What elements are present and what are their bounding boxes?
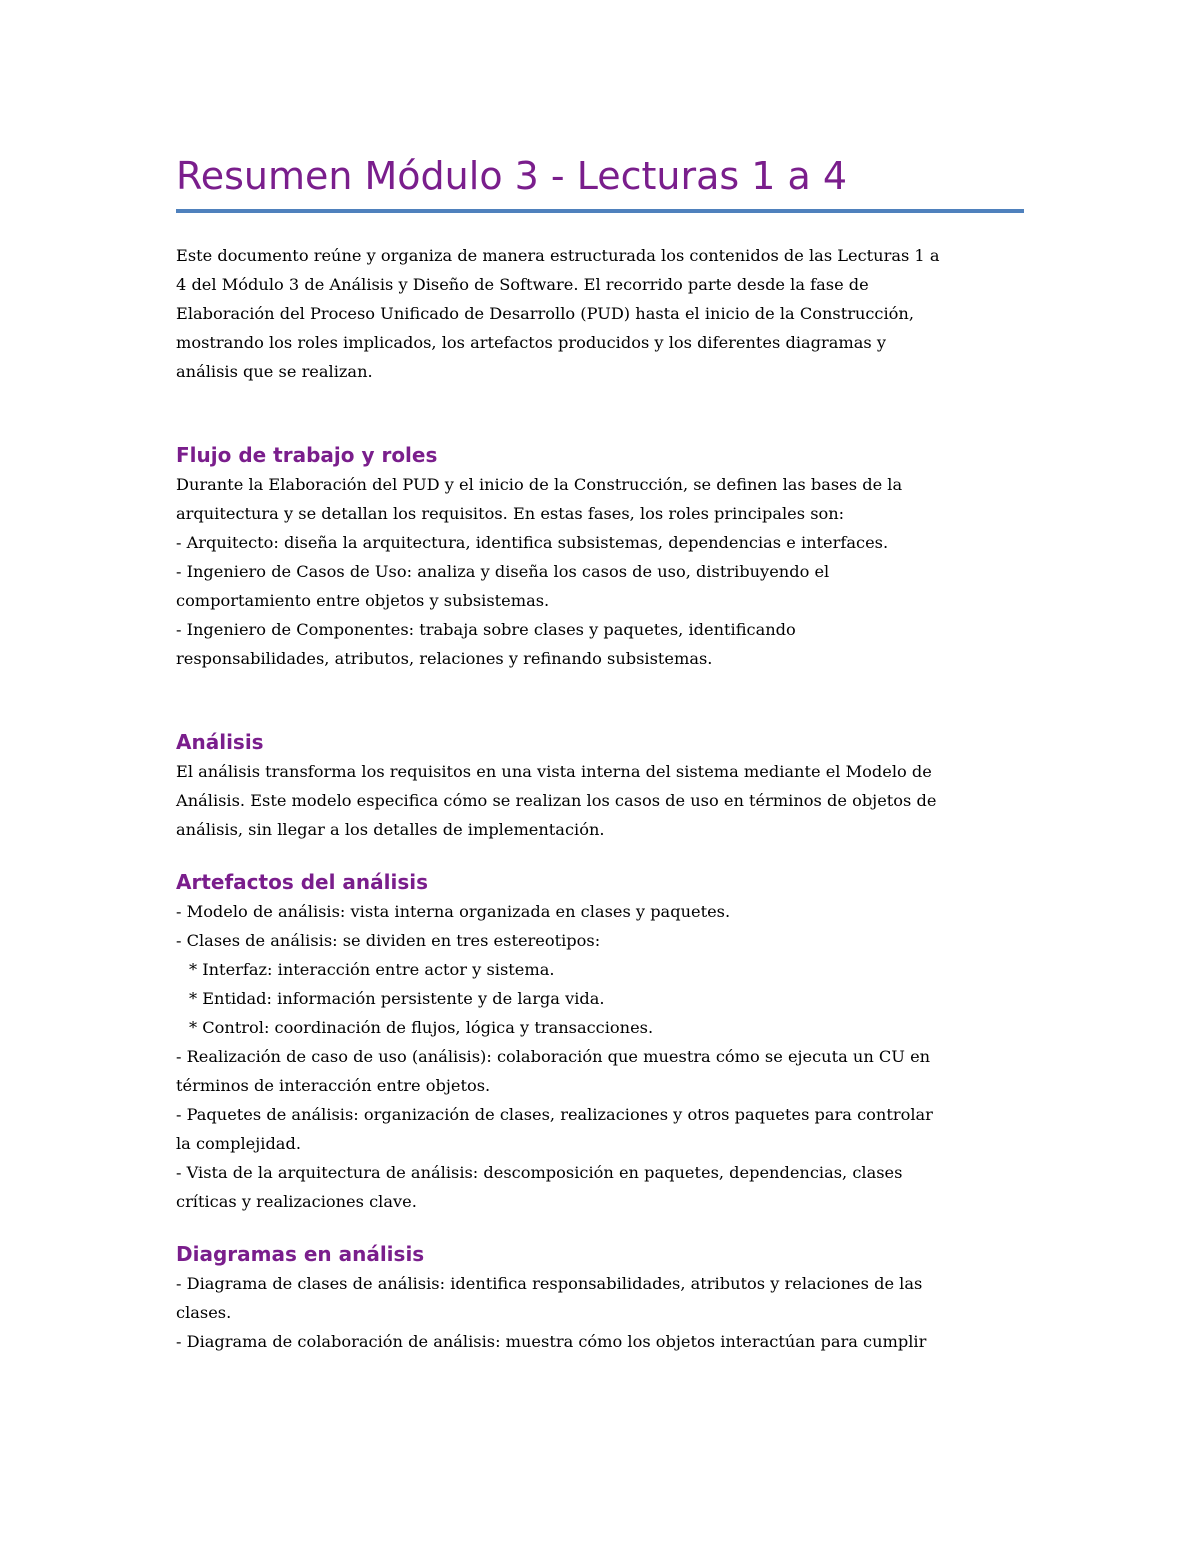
document-title: Resumen Módulo 3 - Lecturas 1 a 4 bbox=[176, 154, 848, 198]
flujo-line: Durante la Elaboración del PUD y el inicio de la Construcción, se definen las bases de la bbox=[176, 475, 903, 494]
artefactos-line: - Realización de caso de uso (análisis): colaboración que muestra cómo se ejecuta un CU en bbox=[176, 1047, 931, 1066]
artefactos-line: críticas y realizaciones clave. bbox=[176, 1192, 417, 1211]
artefactos-line: - Paquetes de análisis: organización de clases, realizaciones y otros paquetes para controlar bbox=[176, 1105, 933, 1124]
flujo-line: comportamiento entre objetos y subsistemas. bbox=[176, 591, 550, 610]
artefactos-line: términos de interacción entre objetos. bbox=[176, 1076, 491, 1095]
artefactos-list bbox=[176, 897, 1026, 1216]
analisis-line: El análisis transforma los requisitos en una vista interna del sistema mediante el Modelo de bbox=[176, 762, 932, 781]
artefactos-line: la complejidad. bbox=[176, 1134, 301, 1153]
artefactos-line: - Vista de la arquitectura de análisis: descomposición en paquetes, dependencias, clases bbox=[176, 1163, 903, 1182]
flujo-line: arquitectura y se detallan los requisitos. En estas fases, los roles principales son: bbox=[176, 504, 845, 523]
diagramas-line: - Diagrama de clases de análisis: identifica responsabilidades, atributos y relaciones de las bbox=[176, 1274, 923, 1293]
flujo-line: - Ingeniero de Casos de Uso: analiza y diseña los casos de uso, distribuyendo el bbox=[176, 562, 830, 581]
section-heading-analisis: Análisis bbox=[176, 730, 264, 754]
intro-line: mostrando los roles implicados, los artefactos producidos y los diferentes diagramas y bbox=[176, 333, 887, 352]
diagramas-list bbox=[176, 1269, 1026, 1356]
intro-line: análisis que se realizan. bbox=[176, 362, 373, 381]
analisis-paragraph bbox=[176, 757, 1026, 844]
estereotipo-item: * Control: coordinación de flujos, lógica y transacciones. bbox=[189, 1018, 654, 1037]
estereotipo-item: * Entidad: información persistente y de larga vida. bbox=[189, 989, 605, 1008]
estereotipo-item: * Interfaz: interacción entre actor y sistema. bbox=[189, 960, 555, 979]
flujo-line: responsabilidades, atributos, relaciones y refinando subsistemas. bbox=[176, 649, 713, 668]
diagramas-line: - Diagrama de colaboración de análisis: muestra cómo los objetos interactúan para cumplir bbox=[176, 1332, 927, 1351]
section-heading-flujo: Flujo de trabajo y roles bbox=[176, 443, 438, 467]
flujo-paragraph bbox=[176, 470, 1026, 673]
analisis-line: análisis, sin llegar a los detalles de implementación. bbox=[176, 820, 605, 839]
section-heading-artefactos: Artefactos del análisis bbox=[176, 870, 428, 894]
intro-line: Elaboración del Proceso Unificado de Desarrollo (PUD) hasta el inicio de la Construcción, bbox=[176, 304, 914, 323]
artefactos-line: - Clases de análisis: se dividen en tres estereotipos: bbox=[176, 931, 601, 950]
intro-line: Este documento reúne y organiza de manera estructurada los contenidos de las Lecturas 1 a bbox=[176, 246, 940, 265]
diagramas-line: clases. bbox=[176, 1303, 232, 1322]
section-heading-diagramas: Diagramas en análisis bbox=[176, 1242, 425, 1266]
intro-paragraph bbox=[176, 241, 1026, 386]
flujo-line: - Ingeniero de Componentes: trabaja sobre clases y paquetes, identificando bbox=[176, 620, 796, 639]
artefactos-line: - Modelo de análisis: vista interna organizada en clases y paquetes. bbox=[176, 902, 731, 921]
flujo-line: - Arquitecto: diseña la arquitectura, identifica subsistemas, dependencias e interfaces. bbox=[176, 533, 889, 552]
title-underline bbox=[176, 209, 1024, 213]
analisis-line: Análisis. Este modelo especifica cómo se realizan los casos de uso en términos de objetos de bbox=[176, 791, 937, 810]
document-body bbox=[176, 241, 1026, 1356]
intro-line: 4 del Módulo 3 de Análisis y Diseño de Software. El recorrido parte desde la fase de bbox=[176, 275, 869, 294]
